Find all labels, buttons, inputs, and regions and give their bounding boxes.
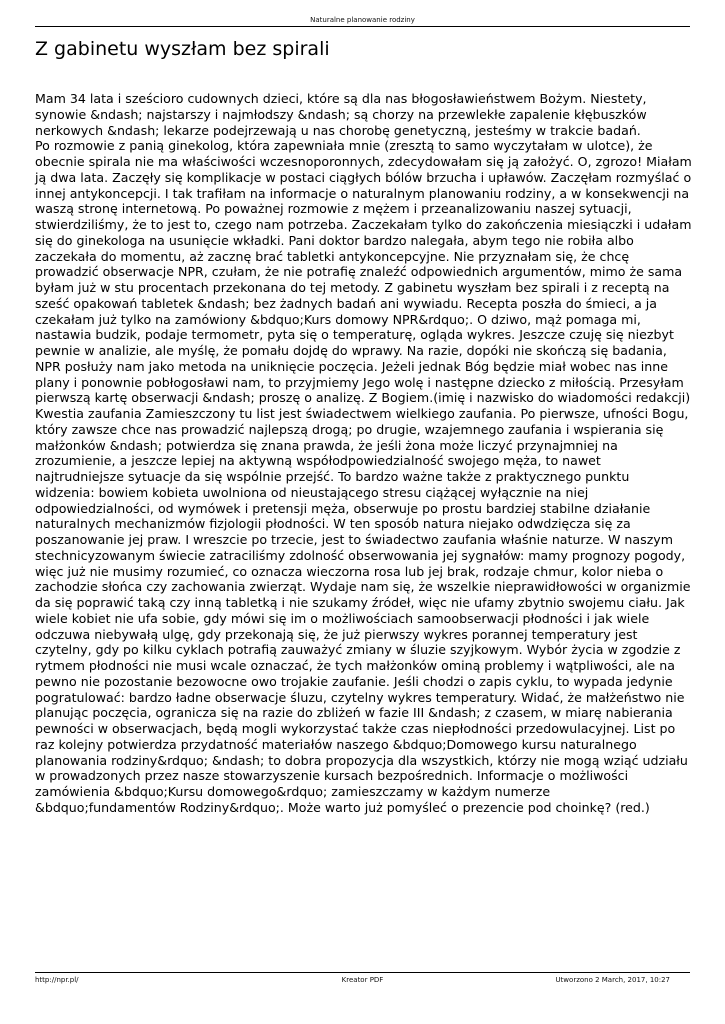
article-paragraph-letter: Po rozmowie z panią ginekolog, która zapewniała mnie (zresztą to samo wyczytałam w ulotce), że obecnie spirala nie ma właściwości wczesnoporonnych, zdecydowałam się ją założyć. O, zgrozo! Miałam ją dwa lata. Zaczęły się komplikacje w postaci ciągłych bólów brzucha i upławów. Zaczęłam rozmyślać o innej antykoncepcji. I tak trafiłam na informacje o naturalnym planowaniu rodziny, a w konsekwencji na waszą stronę internetową. Po poważnej rozmowie z mężem i przeanalizowaniu naszej sytuacji, stwierdziliśmy, że to jest to, czego nam potrzeba. Zaczekałam tylko do zakończenia miesiączki i udałam się do ginekologa na usunięcie wkładki. Pani doktor bardzo nalegała, abym tego nie robiła albo zaczekała do momentu, aż zacznę brać tabletki antykoncepcyjne. Nie przyznałam się, że chcę prowadzić obserwacje NPR, czułam, że nie potrafię znaleźć odpowiednich argumentów, mimo że sama byłam już w stu procentach przekonana do tej metody. Z gabinetu wyszłam bez spirali i z receptą na sześć opakowań tabletek &ndash; bez żadnych badań ani wywiadu. Recepta poszła do śmieci, a ja czekałam już tylko na zamówiony &bdquo;Kurs domowy NPR&rdquo;. O dziwo, mąż pomaga mi, nastawia budzik, podaje termometr, pyta się o temperaturę, ogląda wykres. Jeszcze czuję się niezbyt pewnie w analizie, ale myślę, że pomału dojdę do wprawy. Na razie, dopóki nie skończą się badania, NPR posłuży nam jako metoda na uniknięcie poczęcia. Jeżeli jednak Bóg będzie miał wobec nas inne plany i ponownie pobłogosławi nam, to przyjmiemy Jego wolę i następne dziecko z miłością. Przesyłam pierwszą kartę obserwacji &ndash; proszę o analizę. Z Bogiem.(imię i nazwisko do wiadomości redakcji) (35, 138, 692, 406)
footer-generator: Kreator PDF (341, 976, 384, 984)
article-paragraph-intro: Mam 34 lata i sześcioro cudownych dzieci, które są dla nas błogosławieństwem Bożym. Niestety, synowie &ndash; najstarszy i najmłodszy &ndash; są chorzy na przewlekłe zapalenie kłębuszków nerkowych &ndash; lekarze podejrzewają u nas chorobę genetyczną, jesteśmy w trakcie badań. (35, 91, 647, 138)
header-divider (35, 26, 690, 27)
article-title: Z gabinetu wyszłam bez spirali (35, 38, 330, 60)
footer-created-date: Utworzono 2 March, 2017, 10:27 (555, 976, 670, 984)
header-site-name: Naturalne planowanie rodziny (310, 16, 415, 24)
article-paragraph-editorial: Kwestia zaufania Zamieszczony tu list jest świadectwem wielkiego zaufania. Po pierwsze, ufności Bogu, który zawsze chce nas prowadzić najlepszą drogą; po drugie, wzajemnego zaufania i wspierania się małżonków &ndash; potwierdza się znana prawda, że jeśli żona może liczyć przynajmniej na zrozumienie, a jeszcze lepiej na aktywną współodpowiedzialność swojego męża, to nawet najtrudniejsze sytuacje da się wspólnie przejść. To bardzo ważne także z praktycznego punktu widzenia: bowiem kobieta uwolniona od nieustającego stresu ciążącej wyłącznie na niej odpowiedzialności, od wymówek i pretensji męża, obserwuje po prostu bardziej stabilne działanie naturalnych mechanizmów fizjologii płodności. W ten sposób natura niejako odwdzięcza się za poszanowanie jej praw. I wreszcie po trzecie, jest to świadectwo zaufania właśnie naturze. W naszym stechnicyzowanym świecie zatraciliśmy zdolność obserwowania jej sygnałów: mamy prognozy pogody, więc już nie musimy rozumieć, co oznacza wieczorna rosa lub jej brak, rodzaje chmur, kolor nieba o zachodzie słońca czy zachowania zwierząt. Wydaje nam się, że wszelkie nieprawidłowości w organizmie da się poprawić taką czy inną tabletką i nie szukamy źródeł, więc nie ufamy zbytnio swojemu ciału. Jak wiele kobiet nie ufa sobie, gdy mówi się im o możliwościach samoobserwacji płodności i jak wiele odczuwa niebywałą ulgę, gdy przekonają się, że już pierwszy wykres porannej temperatury jest czytelny, gdy po kilku cyklach potrafią zauważyć zmiany w śluzie szyjkowym. Wybór życia w zgodzie z rytmem płodności nie musi wcale oznaczać, że tych małżonków ominą problemy i wątpliwości, ale na pewno nie pozostanie bezowocne owo trojakie zaufanie. Jeśli chodzi o zapis cyklu, to wypada jedynie pogratulować: bardzo ładne obserwacje śluzu, czytelny wykres temperatury. Widać, że małżeństwo nie planując poczęcia, ogranicza się na razie do zbliżeń w fazie III &ndash; z czasem, w miarę nabierania pewności w obserwacjach, będą mogli wykorzystać także czas niepłodności przedowulacyjnej. List po raz kolejny potwierdza przydatność materiałów naszego &bdquo;Domowego kursu naturalnego planowania rodziny&rdquo; &ndash; to dobra propozycja dla wszystkich, którzy nie mogą wziąć udziału w prowadzonych przez nasze stowarzyszenie kursach bezpośrednich. Informacje o możliwości zamówienia &bdquo;Kursu domowego&rdquo; zamieszczamy w każdym numerze &bdquo;fundamentów Rodziny&rdquo;. Może warto już pomyśleć o prezencie pod choinkę? (red.) (35, 406, 691, 815)
page-header (35, 16, 690, 24)
footer-divider (35, 972, 690, 973)
footer-url: http://npr.pl/ (35, 976, 79, 984)
article-body (35, 91, 692, 816)
